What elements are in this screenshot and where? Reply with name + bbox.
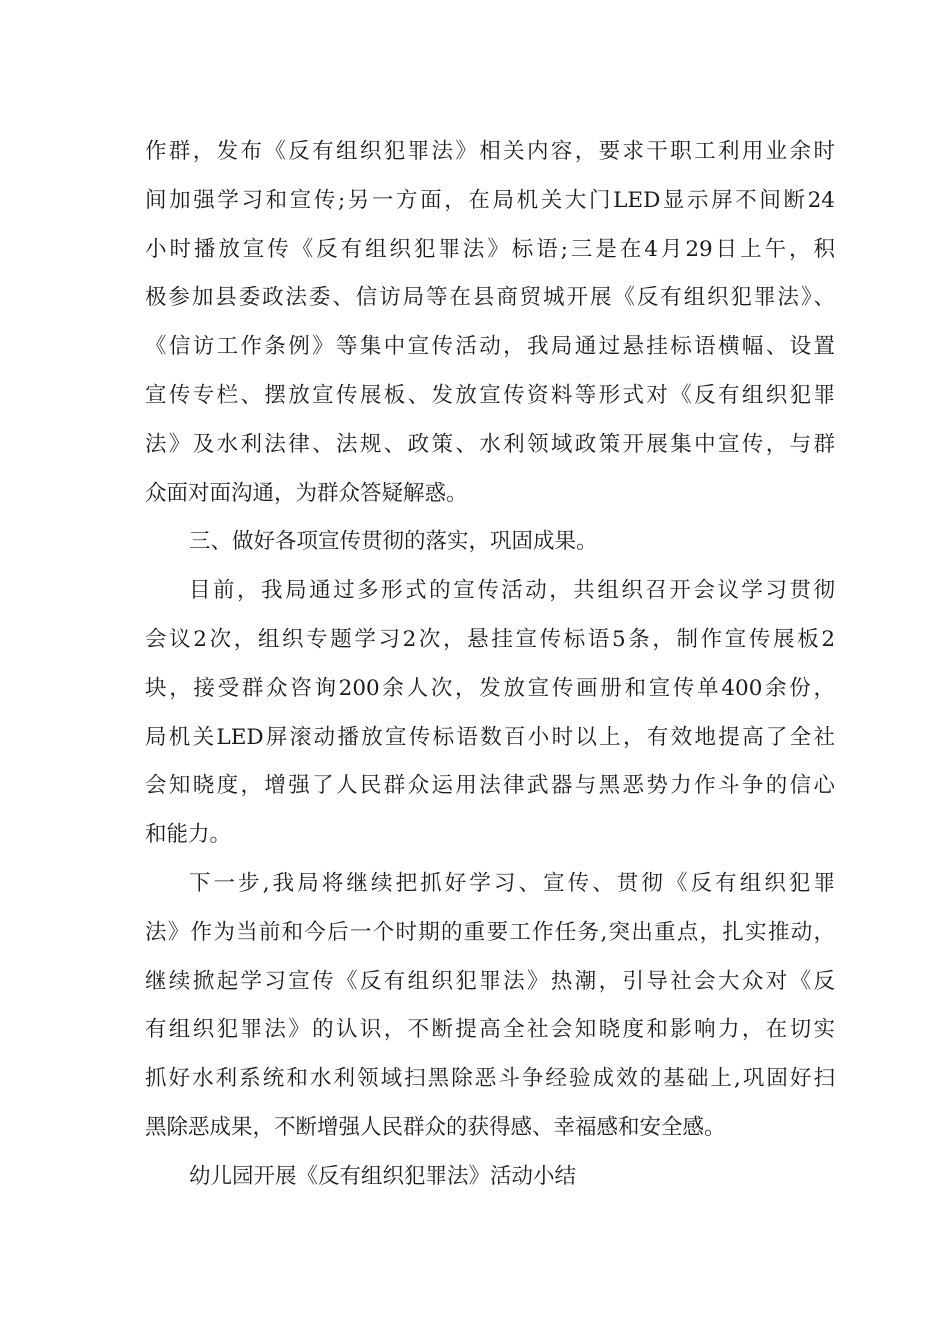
text-line: 会知晓度，增强了人民群众运用法律武器与黑恶势力作斗争的信心 [145, 773, 835, 799]
text-line: 抓好水利系统和水利领域扫黑除恶斗争经验成效的基础上,巩固好扫 [145, 1066, 835, 1092]
text-line: 法》作为当前和今后一个时期的重要工作任务,突出重点，扎实推动， [145, 919, 835, 945]
text-line: 块，接受群众咨询200余人次，发放宣传画册和宣传单400余份， [145, 675, 835, 701]
text-line: 会议2次，组织专题学习2次，悬挂宣传标语5条，制作宣传展板2 [145, 626, 835, 652]
text-line: 继续掀起学习宣传《反有组织犯罪法》热潮，引导社会大众对《反 [145, 968, 835, 994]
text-line: 小时播放宣传《反有组织犯罪法》标语;三是在4月29日上午，积 [145, 236, 835, 262]
text-line: 宣传专栏、摆放宣传展板、发放宣传资料等形式对《反有组织犯罪 [145, 382, 835, 408]
text-line: 作群，发布《反有组织犯罪法》相关内容，要求干职工利用业余时 [145, 139, 835, 164]
text-line: 法》及水利法律、法规、政策、水利领域政策开展集中宣传，与群 [145, 431, 835, 457]
paragraph [145, 860, 835, 1153]
paragraph [145, 1153, 835, 1202]
text-line: 局机关LED屏滚动播放宣传标语数百小时以上，有效地提高了全社 [145, 724, 835, 750]
text-line: 有组织犯罪法》的认识，不断提高全社会知晓度和影响力，在切实 [145, 1017, 835, 1043]
text-line: 下一步,我局将继续把抓好学习、宣传、贯彻《反有组织犯罪 [189, 870, 835, 896]
paragraph [145, 518, 835, 567]
paragraph [145, 567, 835, 860]
document-body [145, 128, 835, 1202]
paragraph [145, 128, 835, 518]
text-line: 三、做好各项宣传贯彻的落实，巩固成果。 [189, 529, 598, 555]
text-line: 间加强学习和宣传;另一方面，在局机关大门LED显示屏不间断24 [145, 187, 835, 213]
text-line: 目前，我局通过多形式的宣传活动，共组织召开会议学习贯彻 [189, 578, 835, 604]
text-line: 极参加县委政法委、信访局等在县商贸城开展《反有组织犯罪法》、 [145, 285, 835, 311]
text-line: 和能力。 [145, 822, 232, 848]
text-line: 黑除恶成果，不断增强人民群众的获得感、幸福感和安全感。 [145, 1114, 726, 1140]
text-line: 《信访工作条例》等集中宣传活动，我局通过悬挂标语横幅、设置 [145, 334, 835, 360]
text-line: 众面对面沟通，为群众答疑解惑。 [145, 480, 468, 506]
text-line: 幼儿园开展《反有组织犯罪法》活动小结 [189, 1163, 577, 1189]
